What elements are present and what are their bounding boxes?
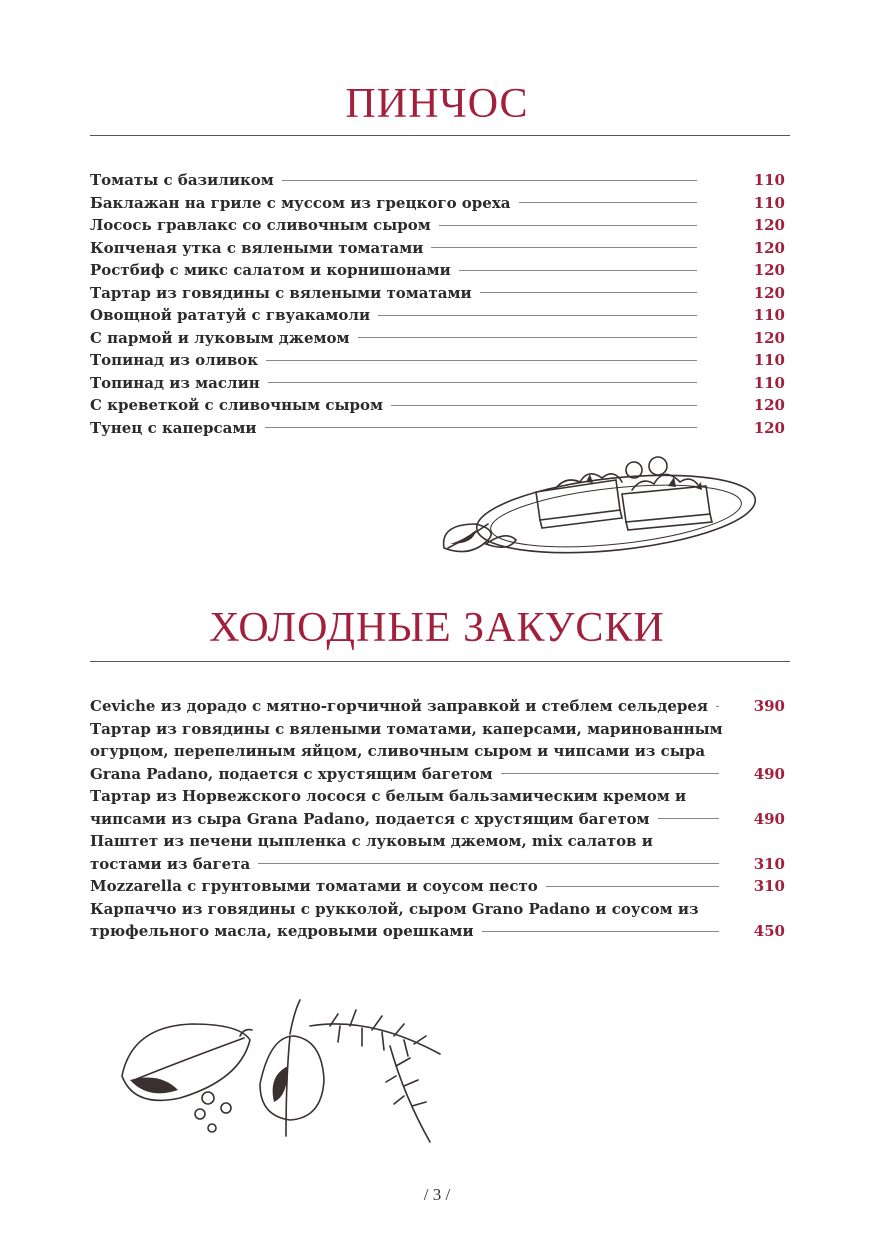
menu-item	[90, 830, 785, 875]
menu-item-name: Томаты с базиликом	[90, 171, 274, 189]
menu-item-name-line: Паштет из печени цыпленка с луковым джемом, mix салатов и	[90, 832, 653, 850]
menu-item-price: 490	[753, 764, 785, 783]
menu-item-price: 110	[753, 193, 785, 212]
menu-item	[90, 372, 785, 395]
menu-item	[90, 327, 785, 350]
section-title-cold-appetizers: ХОЛОДНЫЕ ЗАКУСКИ	[209, 605, 665, 651]
menu-item-name: Топинад из маслин	[90, 373, 260, 392]
menu-item-price: 120	[753, 238, 785, 257]
menu-item-name: Овощной рататуй с гвуакамоли	[90, 306, 371, 324]
menu-item	[90, 394, 785, 417]
menu-item-name: С пармой и луковым джемом	[90, 328, 350, 347]
menu-item-name-line: Grana Padano, подается с хрустящим багетом	[90, 764, 493, 783]
menu-item-name-line: Карпаччо из говядины с рукколой, сыром Grano Padano и соусом из	[90, 899, 699, 918]
menu-item-price: 120	[753, 396, 785, 414]
menu-item-price: 490	[753, 809, 785, 828]
menu-item-price: 120	[753, 261, 785, 279]
dot-leader	[546, 886, 719, 887]
menu-item	[90, 304, 785, 327]
menu-item-price: 390	[753, 697, 785, 715]
dot-leader	[358, 337, 697, 338]
menu-item-price: 110	[753, 306, 785, 324]
menu-item-name: С креветкой с сливочным сыром	[90, 396, 384, 414]
menu-item-price: 120	[753, 418, 785, 437]
dot-leader	[658, 818, 719, 819]
dot-leader	[391, 405, 697, 406]
menu-item-name-line: чипсами из сыра Grana Padano, подается с хрустящим багетом	[90, 809, 650, 828]
pinchos-plate-illustration	[436, 452, 762, 572]
dot-leader	[439, 225, 697, 226]
menu-item	[90, 259, 785, 282]
menu-item-name: Тунец с каперсами	[90, 418, 257, 437]
dot-leader	[519, 202, 698, 203]
menu-item	[90, 695, 785, 718]
dot-leader	[378, 315, 697, 316]
menu-item	[90, 214, 785, 237]
menu-item-price: 120	[753, 328, 785, 347]
menu-item-name: Баклажан на гриле с муссом из грецкого ореха	[90, 193, 511, 212]
dot-leader	[268, 382, 697, 383]
dot-leader	[459, 270, 697, 271]
menu-item	[90, 898, 785, 943]
menu-item-price: 310	[753, 877, 785, 895]
menu-item-name: Топинад из оливок	[90, 351, 259, 369]
dot-leader	[482, 931, 719, 932]
menu-item	[90, 875, 785, 898]
menu-item	[90, 785, 785, 830]
section-title-pinchos: ПИНЧОС	[345, 81, 529, 127]
menu-item	[90, 718, 785, 786]
menu-item-name: Копченая утка с вялеными томатами	[90, 238, 424, 257]
divider	[90, 135, 790, 136]
dot-leader	[431, 247, 697, 248]
menu-item-name-line: тостами из багета	[90, 854, 251, 873]
menu-item	[90, 417, 785, 440]
menu-item-name-line: Тартар из говядины с вялеными томатами, каперсами, маринованным	[90, 719, 723, 738]
menu-item-name-line: огурцом, перепелиным яйцом, сливочным сыром и чипсами из сыра	[90, 742, 706, 760]
menu-item	[90, 237, 785, 260]
menu-item-name: Лосось гравлакс со сливочным сыром	[90, 216, 431, 234]
menu-item-price: 450	[753, 922, 785, 940]
menu-item	[90, 169, 785, 192]
menu-item-name: Тартар из говядины с вялеными томатами	[90, 283, 472, 302]
dot-leader	[266, 360, 697, 361]
dot-leader	[480, 292, 697, 293]
herbs-illustration	[110, 996, 450, 1156]
divider	[90, 661, 790, 662]
dot-leader	[716, 706, 719, 707]
dot-leader	[258, 863, 719, 864]
menu-item	[90, 282, 785, 305]
menu-item-price: 110	[753, 171, 785, 189]
page-number: / 3 /	[423, 1185, 451, 1204]
dot-leader	[282, 180, 697, 181]
cold-appetizers-menu-list	[90, 695, 785, 943]
menu-item-price: 120	[753, 283, 785, 302]
menu-item	[90, 192, 785, 215]
dot-leader	[265, 427, 697, 428]
menu-item	[90, 349, 785, 372]
menu-item-name-line: трюфельного масла, кедровыми орешками	[90, 922, 474, 940]
menu-item-name: Ceviche из дорадо с мятно-горчичной заправкой и стеблем сельдерея	[90, 697, 708, 715]
menu-item-name: Mozzarella с грунтовыми томатами и соусом песто	[90, 877, 538, 895]
menu-item-price: 110	[753, 373, 785, 392]
menu-item-price: 110	[753, 351, 785, 369]
menu-item-price: 310	[753, 854, 785, 873]
menu-item-price: 120	[753, 216, 785, 234]
menu-item-name: Ростбиф с микс салатом и корнишонами	[90, 261, 451, 279]
dot-leader	[501, 773, 719, 774]
pinchos-menu-list	[90, 169, 785, 439]
menu-item-name-line: Тартар из Норвежского лосося с белым бальзамическим кремом и	[90, 787, 687, 805]
